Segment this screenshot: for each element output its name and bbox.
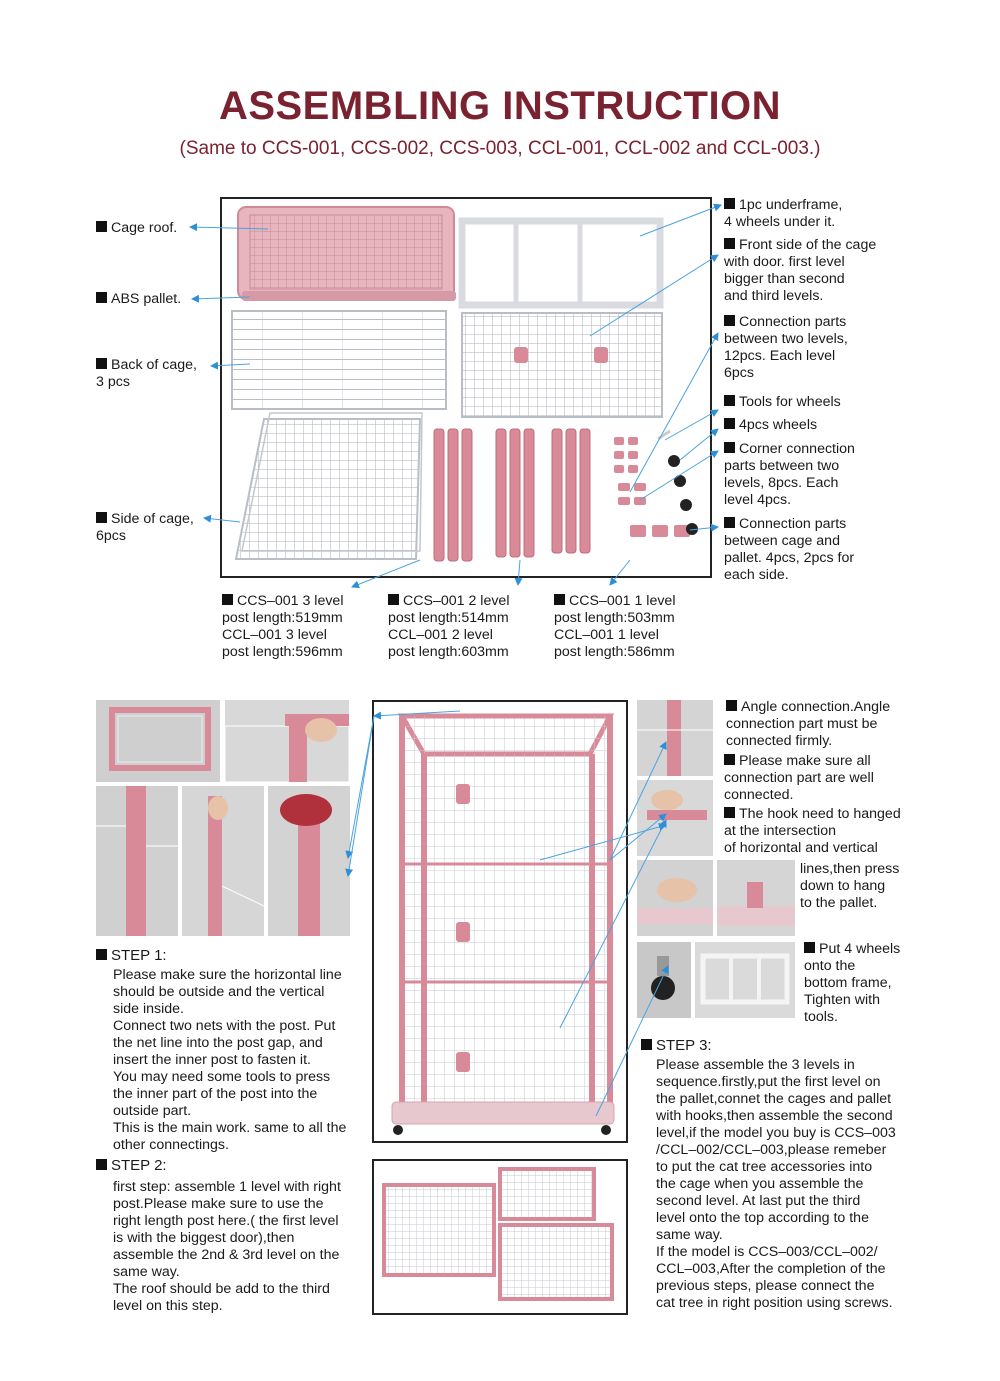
- label-side-of-cage: Side of cage, 6pcs: [96, 511, 194, 544]
- bullet-square-icon: [724, 238, 735, 249]
- underframe-image: [462, 221, 660, 305]
- label-underframe: 1pc underframe, 4 wheels under it.: [724, 197, 843, 230]
- note-hook-part1: The hook need to hanged at the intersection of horizontal and vertical: [724, 806, 901, 856]
- tools-image: [658, 431, 670, 439]
- step1-photo-roof: [96, 700, 220, 782]
- bullet-square-icon: [96, 358, 107, 369]
- assembled-cage-frame: [372, 700, 628, 1143]
- post-length-3-level: CCS–001 3 level post length:519mm CCL–001 3 level post length:596mm: [222, 593, 344, 660]
- connection-check-photo: [637, 780, 713, 856]
- bullet-square-icon: [724, 754, 735, 765]
- wheel-photo: [637, 942, 691, 1018]
- step2-levels-frame: [372, 1159, 628, 1315]
- bullet-square-icon: [804, 942, 815, 953]
- bullet-square-icon: [724, 517, 735, 528]
- cage-roof-image: [238, 207, 456, 301]
- step2-heading: STEP 2:: [96, 1157, 167, 1175]
- bullet-square-icon: [724, 395, 735, 406]
- side-of-cage-image: [236, 413, 422, 559]
- step1-heading: STEP 1:: [96, 947, 167, 965]
- post-length-2-level: CCS–001 2 level post length:514mm CCL–001 2 level post length:603mm: [388, 593, 510, 660]
- posts-image: [434, 429, 590, 561]
- page-subtitle: (Same to CCS-001, CCS-002, CCS-003, CCL-001, CCL-002 and CCL-003.): [179, 138, 821, 159]
- front-of-cage-image: [462, 313, 662, 417]
- parts-photo: [222, 199, 710, 576]
- step2-levels-photo: [374, 1161, 626, 1313]
- label-tools: Tools for wheels: [724, 394, 841, 411]
- bullet-square-icon: [388, 594, 399, 605]
- label-pallet-connection: Connection parts between cage and pallet. 4pcs, 2pcs for each side.: [724, 516, 855, 583]
- label-wheels: 4pcs wheels: [724, 417, 817, 434]
- bullet-square-icon: [724, 442, 735, 453]
- step1-photo-post-top: [225, 700, 349, 782]
- parts-photo-frame: [220, 197, 712, 578]
- bullet-square-icon: [724, 418, 735, 429]
- bullet-square-icon: [96, 1159, 107, 1170]
- bullet-square-icon: [222, 594, 233, 605]
- bullet-square-icon: [96, 221, 107, 232]
- post-length-1-level: CCS–001 1 level post length:503mm CCL–001 1 level post length:586mm: [554, 593, 676, 660]
- label-corner-connection: Corner connection parts between two levels, 8pcs. Each level 4pcs.: [724, 441, 855, 508]
- bullet-square-icon: [96, 949, 107, 960]
- step1-photo-insert-post: [182, 786, 264, 936]
- label-back-of-cage: Back of cage, 3 pcs: [96, 357, 197, 390]
- step2-body: first step: assemble 1 level with right post.Please make sure to use the right length post here.( the first level is with the biggest door),then assemble the 2nd & 3rd level on the same way. The roof should be add to the third level on this step.: [113, 1179, 341, 1314]
- note-angle-connection: Angle connection.Angle connection part must be connected firmly.: [726, 699, 891, 749]
- bullet-square-icon: [724, 315, 735, 326]
- bottom-frame-photo: [695, 942, 795, 1018]
- hook-hang-photo-1: [637, 860, 713, 936]
- step3-heading: STEP 3:: [641, 1037, 712, 1055]
- back-of-cage-image: [232, 311, 446, 409]
- bullet-square-icon: [554, 594, 565, 605]
- label-front-side: Front side of the cage with door. first level bigger than second and third levels.: [724, 237, 877, 304]
- step1-photo-press-post: [268, 786, 350, 936]
- connectors-image: [614, 437, 690, 537]
- note-wheels: Put 4 wheels onto the bottom frame, Tighten with tools.: [804, 941, 901, 1025]
- step3-body: Please assemble the 3 levels in sequence.firstly,put the first level on the pallet,connet the cages and pallet with hooks,then assemble the second level,if the model you buy is CCS–003 /CCL–002/CCL–003,please remeber to put the cat tree accessories into the cage when you assemble the second level. At last put the third level onto the top according to the same way. If the model is CCS–003/CCL–002/ CCL–003,After the completion of the previous steps, please connect the cat tree in right position using screws.: [656, 1057, 896, 1311]
- page-title: ASSEMBLING INSTRUCTION: [218, 84, 782, 128]
- bullet-square-icon: [641, 1039, 652, 1050]
- label-cage-roof: Cage roof.: [96, 220, 177, 237]
- bullet-square-icon: [96, 512, 107, 523]
- wheels-image: [668, 455, 698, 535]
- note-connection-check: Please make sure all connection part are well connected.: [724, 753, 874, 803]
- bullet-square-icon: [726, 700, 737, 711]
- hook-hang-photo-2: [717, 860, 795, 936]
- angle-connection-photo: [637, 700, 713, 776]
- bullet-square-icon: [724, 198, 735, 209]
- label-abs-pallet: ABS pallet.: [96, 291, 181, 308]
- label-connection-levels: Connection parts between two levels, 12pcs. Each level 6pcs: [724, 314, 848, 381]
- bullet-square-icon: [724, 807, 735, 818]
- note-hook-part2: lines,then press down to hang to the pallet.: [800, 861, 900, 911]
- step1-photo-post-join: [96, 786, 178, 936]
- step1-body: Please make sure the horizontal line should be outside and the vertical side inside. Connect two nets with the post. Put the net line into the post gap, and insert the inner post to fasten it. You may need some tools to press the inner part of the post into the outside part. This is the main work. same to all the other connectings.: [113, 967, 347, 1153]
- assembled-cage-photo: [374, 702, 626, 1141]
- bullet-square-icon: [96, 292, 107, 303]
